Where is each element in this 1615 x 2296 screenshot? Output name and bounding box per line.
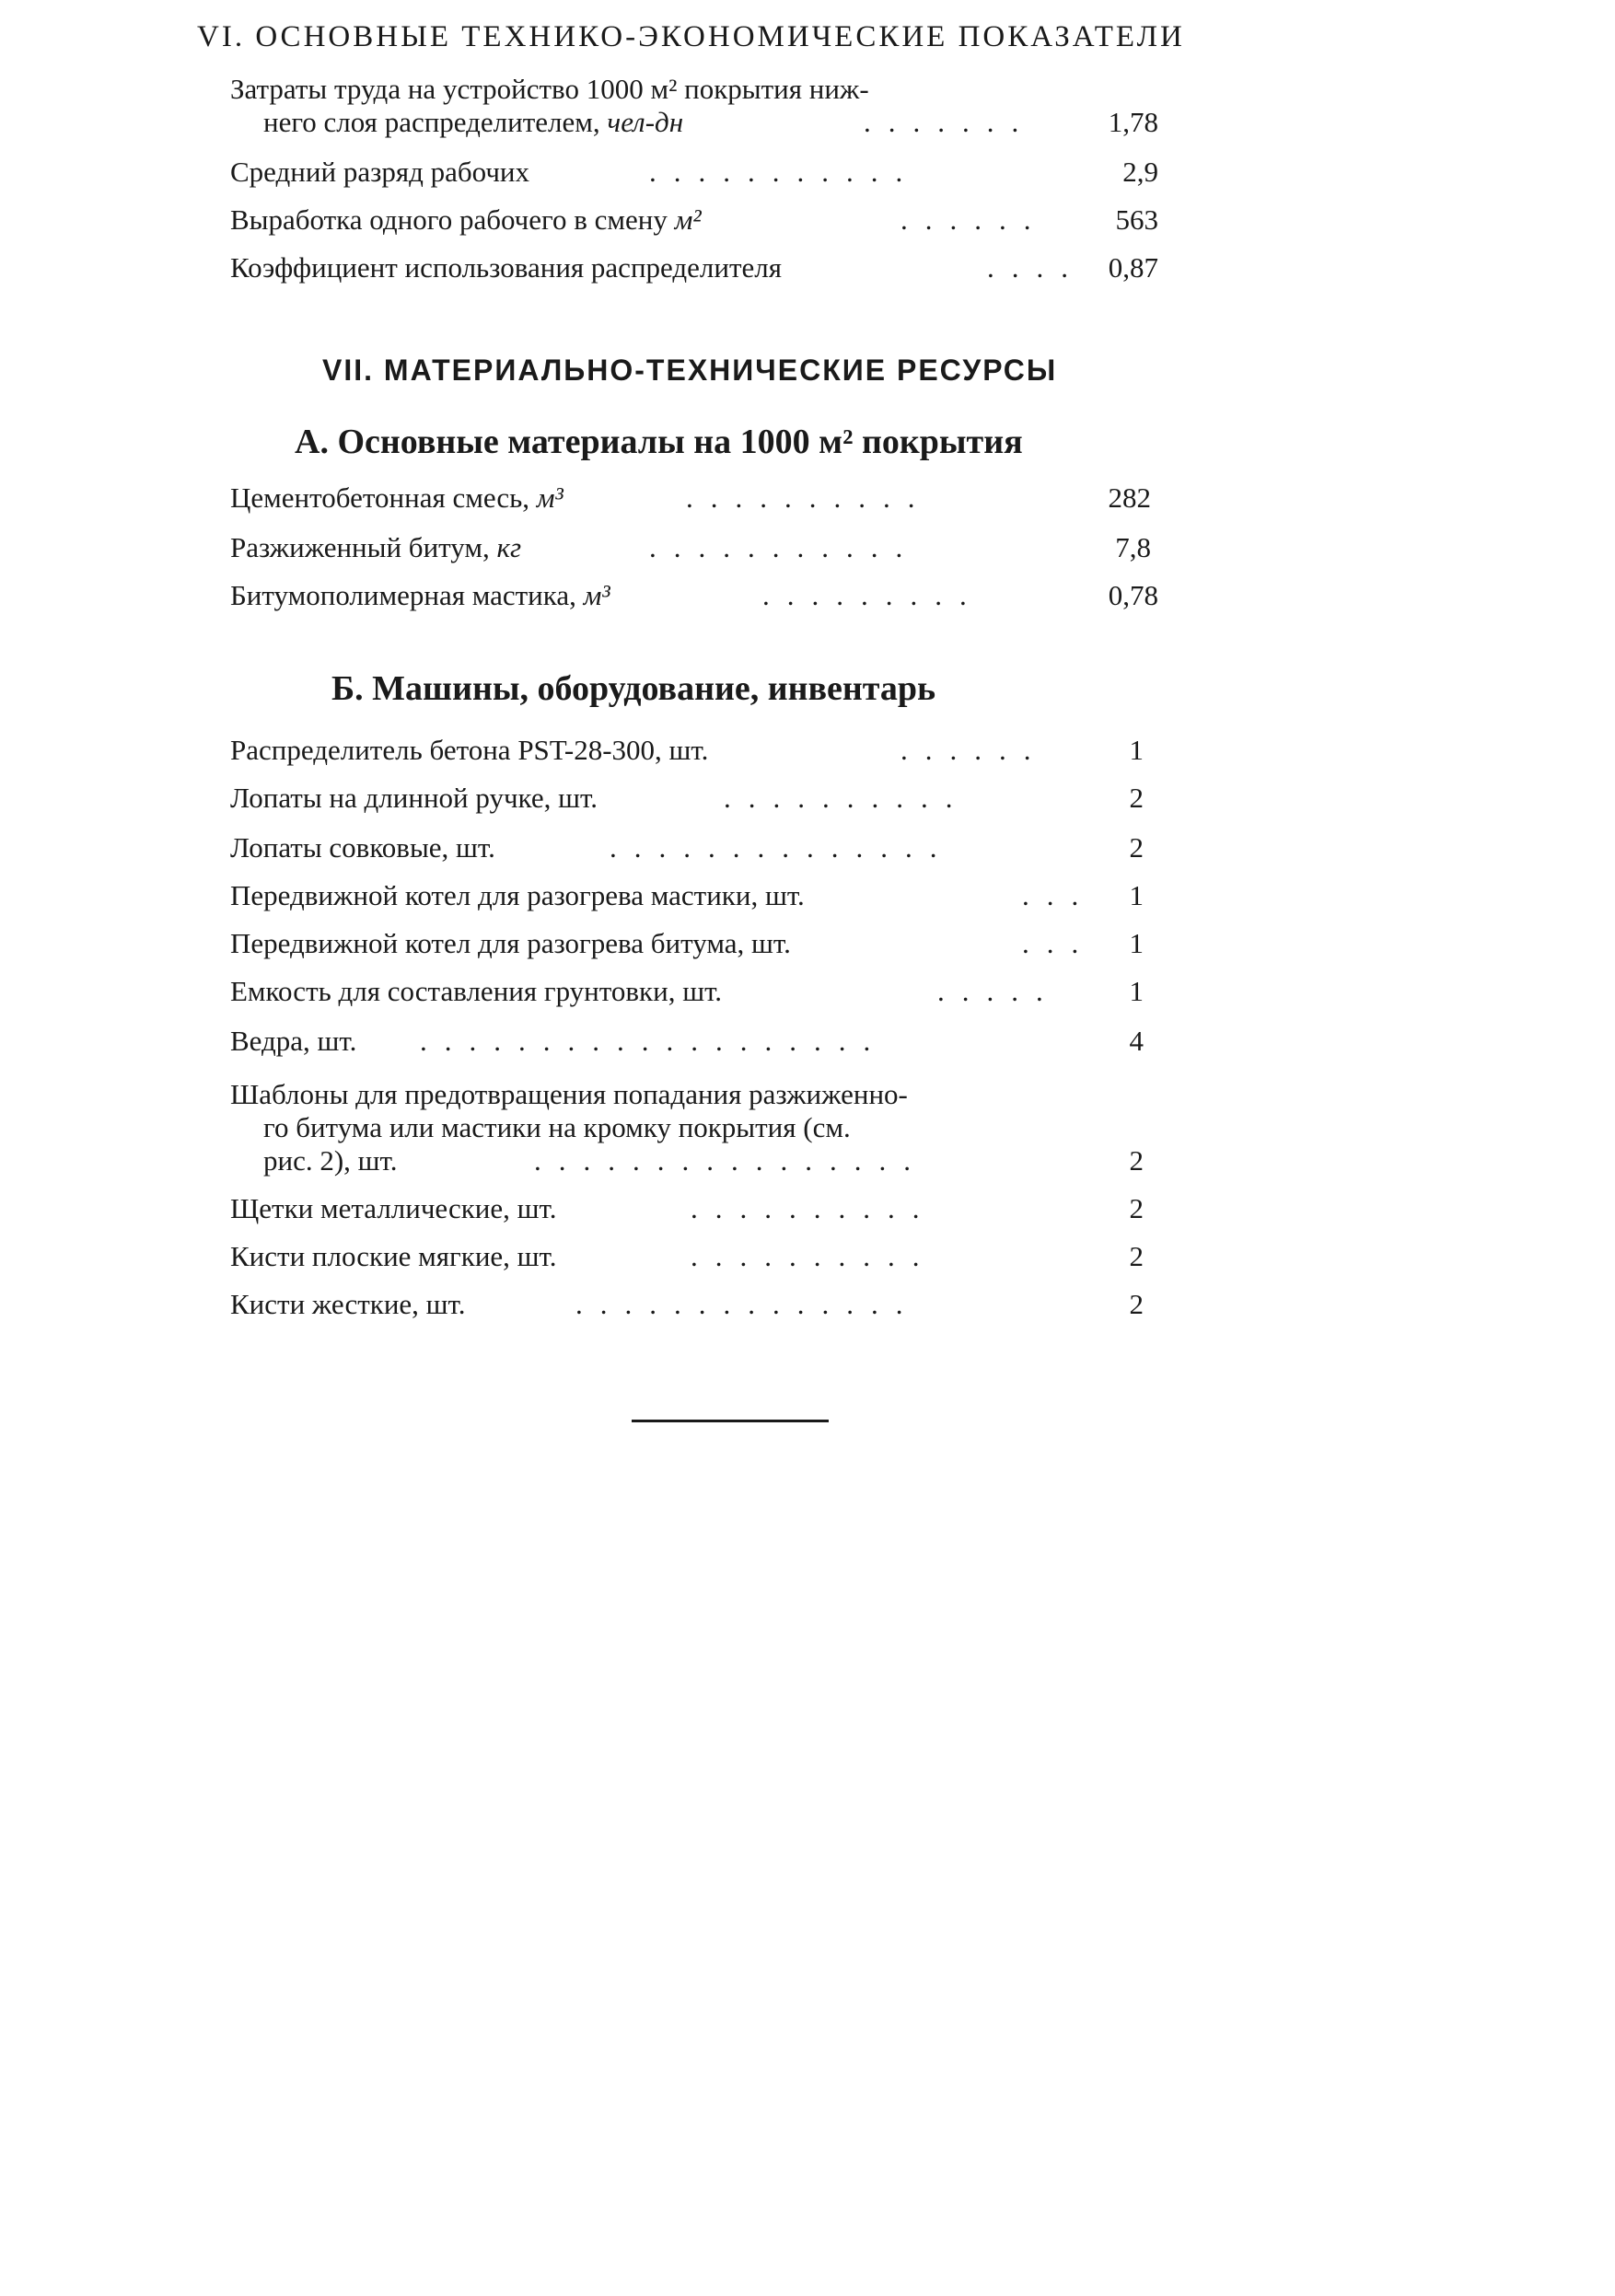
row-label: Распределитель бетона PST-28-300, шт. (230, 734, 709, 766)
row-label: Коэффициент использования распределителя (230, 251, 783, 284)
section-vii-heading: VII. МАТЕРИАЛЬНО-ТЕХНИЧЕСКИЕ РЕСУРСЫ (322, 354, 1058, 387)
leader-dots: ..... (937, 975, 1061, 1007)
leader-dots: .............. (575, 1288, 921, 1320)
row-value: 1 (1129, 879, 1144, 911)
subsection-a-heading: А. Основные материалы на 1000 м² покрытия (295, 423, 1023, 461)
row-label: Щетки металлические, шт. (230, 1192, 557, 1224)
row-label: Ведра, шт. (230, 1025, 357, 1057)
row-label: Емкость для составления грунтовки, шт. (230, 975, 723, 1007)
leader-dots: ......... (762, 579, 984, 611)
leader-dots: ................... (420, 1025, 889, 1057)
end-divider (632, 1420, 829, 1422)
leader-dots: ... (1022, 927, 1097, 959)
leader-dots: .......... (691, 1192, 937, 1224)
row-label: Выработка одного рабочего в смену м² (230, 203, 702, 236)
row-value: 2,9 (1122, 156, 1158, 188)
row-label-cont: него слоя распределителем, чел-дн (263, 106, 684, 138)
unit-label: чел-дн (607, 106, 684, 138)
row-label: Средний разряд рабочих (230, 156, 530, 188)
row-value: 2 (1129, 831, 1144, 864)
row-value: 2 (1129, 1288, 1144, 1320)
row-value: 0,78 (1108, 579, 1158, 611)
unit-label: м³ (583, 579, 610, 611)
row-value: 282 (1108, 481, 1151, 514)
row-value: 1 (1129, 927, 1144, 959)
leader-dots: ........... (649, 531, 921, 563)
row-value: 4 (1129, 1025, 1144, 1057)
leader-dots: ... (1022, 879, 1097, 911)
unit-label: м³ (536, 481, 564, 514)
leader-dots: .............. (610, 831, 955, 864)
leader-dots: .......... (691, 1240, 937, 1272)
leader-dots: .... (987, 251, 1086, 284)
unit-label: кг (496, 531, 522, 563)
row-value: 2 (1129, 1192, 1144, 1224)
row-label-cont: го битума или мастики на кромку покрытия (см. (263, 1111, 851, 1143)
leader-dots: ........... (649, 156, 921, 188)
row-label: Лопаты совковые, шт. (230, 831, 495, 864)
leader-dots: ...... (900, 203, 1049, 236)
leader-dots: ...... (900, 734, 1049, 766)
row-label: Шаблоны для предотвращения попадания разжиженно- (230, 1078, 908, 1110)
section-vi-heading: VI. ОСНОВНЫЕ ТЕХНИКО-ЭКОНОМИЧЕСКИЕ ПОКАЗАТЕЛИ (197, 20, 1185, 53)
row-value: 563 (1115, 203, 1158, 236)
row-label: Битумополимерная мастика, м³ (230, 579, 610, 611)
row-label: Цементобетонная смесь, м³ (230, 481, 564, 514)
row-labor-cost (230, 72, 1206, 145)
row-label: Кисти жесткие, шт. (230, 1288, 466, 1320)
leader-dots: .......... (724, 782, 970, 814)
row-label: Передвижной котел для разогрева битума, шт. (230, 927, 791, 959)
row-label: Передвижной котел для разогрева мастики, шт. (230, 879, 805, 911)
row-value: 1,78 (1108, 106, 1158, 138)
leader-dots: ................ (534, 1144, 928, 1177)
row-value: 2 (1129, 1144, 1144, 1177)
row-value: 0,87 (1108, 251, 1158, 284)
row-value: 7,8 (1115, 531, 1151, 563)
row-value: 2 (1129, 782, 1144, 814)
row-label: Разжиженный битум, кг (230, 531, 522, 563)
row-label: Лопаты на длинной ручке, шт. (230, 782, 598, 814)
subsection-b-heading: Б. Машины, оборудование, инвентарь (331, 669, 936, 708)
unit-label: м² (674, 203, 702, 236)
row-label-cont: рис. 2), шт. (263, 1144, 398, 1177)
row-value: 2 (1129, 1240, 1144, 1272)
row-templates (230, 1077, 1206, 1188)
leader-dots: ....... (864, 106, 1037, 138)
row-label: Затраты труда на устройство 1000 м² покрытия ниж- (230, 73, 869, 105)
row-value: 1 (1129, 734, 1144, 766)
leader-dots: .......... (686, 481, 933, 514)
row-value: 1 (1129, 975, 1144, 1007)
row-label: Кисти плоские мягкие, шт. (230, 1240, 557, 1272)
